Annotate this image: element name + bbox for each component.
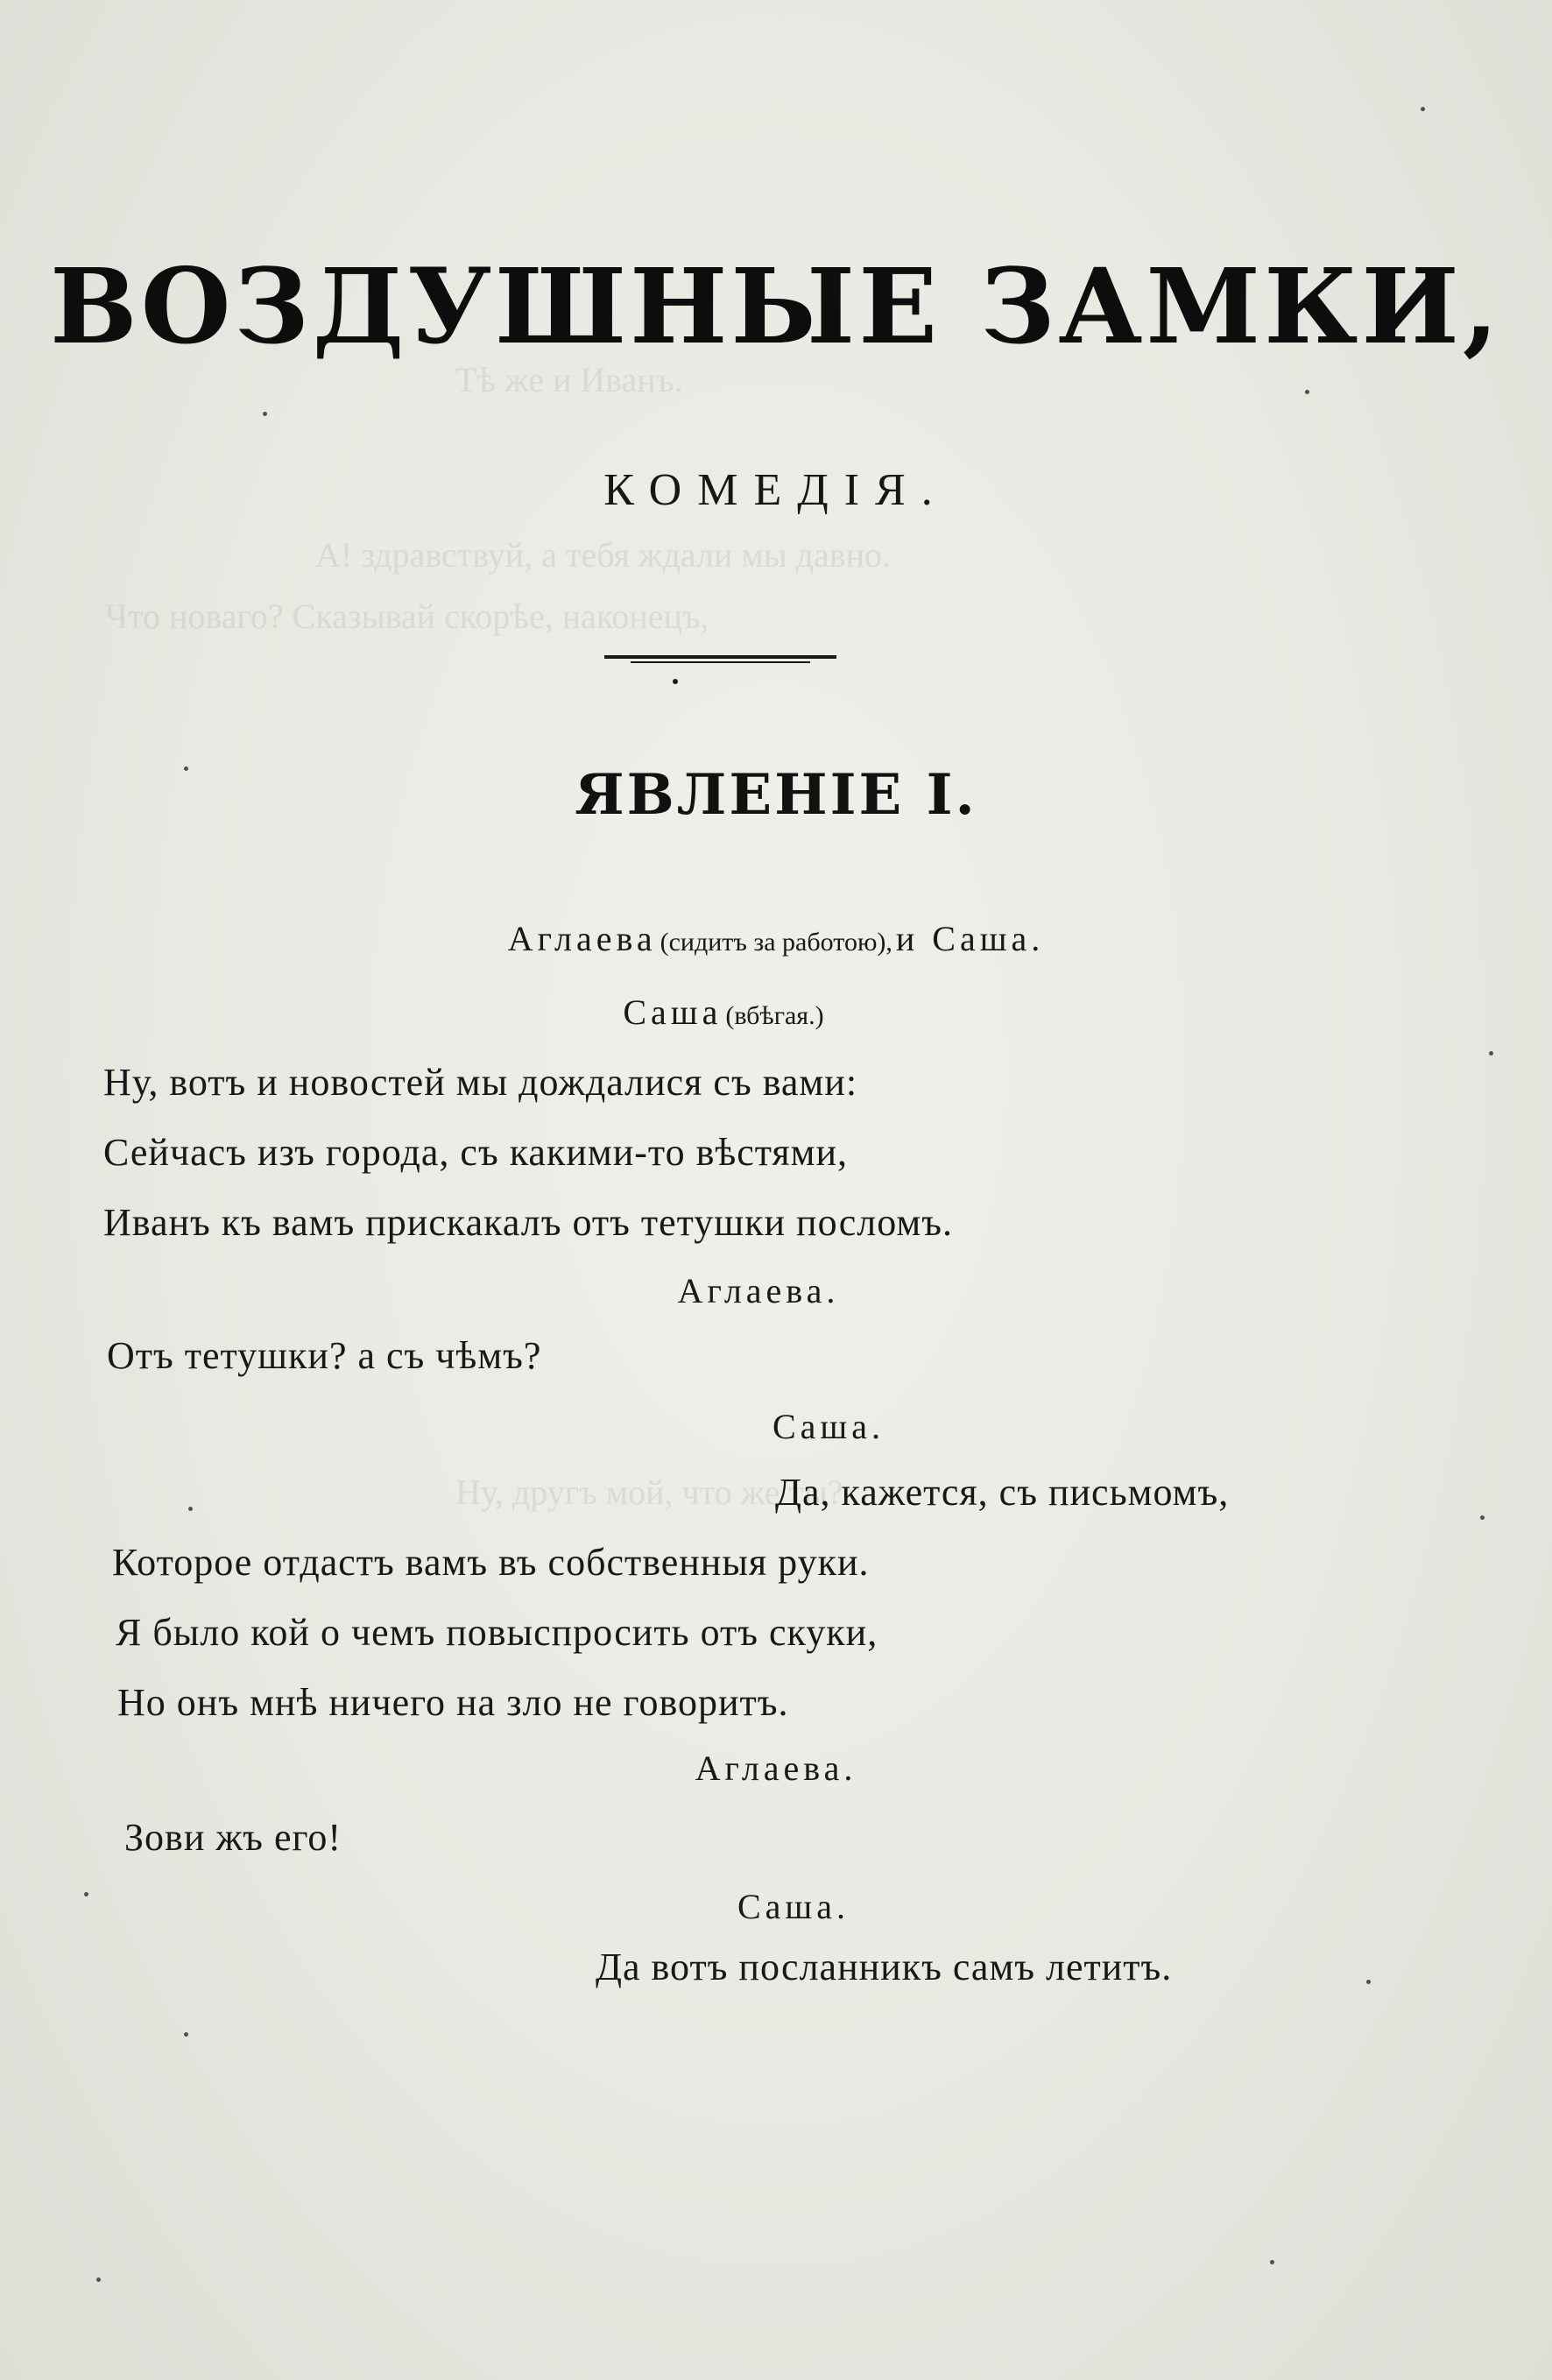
rule-thick bbox=[604, 655, 836, 659]
verse-line: Сейчасъ изъ города, съ какими-то вѣстями, bbox=[103, 1131, 849, 1174]
verse-line: Зови жъ его! bbox=[124, 1816, 342, 1859]
ornament-dot bbox=[673, 679, 678, 684]
stage-direction: (вбѣгая.) bbox=[725, 1001, 824, 1030]
speaker-line bbox=[0, 992, 1499, 1033]
speaker-name: Саша. bbox=[772, 1407, 885, 1446]
bleed-through-line: А! здравствуй, а тебя ждали мы давно. bbox=[315, 535, 891, 575]
verse-line: Ну, вотъ и новостей мы дождалися съ вами: bbox=[103, 1061, 858, 1104]
cast-rest: и Саша. bbox=[895, 919, 1045, 958]
paper-speck bbox=[96, 2278, 101, 2282]
paper-speck bbox=[184, 766, 188, 771]
stage-direction: (сидитъ за работою), bbox=[660, 928, 892, 957]
speaker-name: Саша bbox=[623, 992, 723, 1032]
verse-line: Да, кажется, съ письмомъ, bbox=[775, 1471, 1230, 1514]
paper-speck bbox=[1270, 2260, 1274, 2264]
paper-speck bbox=[1305, 390, 1309, 394]
verse-line: Я было кой о чемъ повыспросить отъ скуки, bbox=[116, 1611, 878, 1654]
verse-line: Отъ тетушки? а съ чѣмъ? bbox=[107, 1334, 542, 1377]
bleed-through-line: Тѣ же и Иванъ. bbox=[455, 360, 683, 399]
verse-line: Да вотъ посланникъ самъ летитъ. bbox=[596, 1946, 1173, 1988]
verse-line: Которое отдастъ вамъ въ собственныя руки. bbox=[112, 1541, 870, 1584]
cast-line bbox=[0, 918, 1552, 959]
paper-speck bbox=[184, 2032, 188, 2037]
bleed-through-line: Ну, другъ мой, что же ты? bbox=[455, 1472, 843, 1512]
paper-speck bbox=[1421, 107, 1425, 111]
cast-name: Аглаева bbox=[507, 919, 657, 958]
paper-speck bbox=[84, 1892, 88, 1896]
decorative-rule bbox=[0, 655, 1552, 682]
paper-speck bbox=[1480, 1515, 1485, 1520]
speaker-name: Аглаева. bbox=[695, 1748, 857, 1788]
scene-heading: ЯВЛЕНІЕ І. bbox=[575, 762, 977, 828]
speaker-name: Аглаева. bbox=[677, 1271, 840, 1310]
verse-line: Иванъ къ вамъ прискакалъ отъ тетушки посломъ. bbox=[103, 1201, 953, 1244]
speaker-name: Саша. bbox=[737, 1887, 850, 1926]
bleed-through-line: Что новаго? Сказывай скорѣе, наконецъ, bbox=[105, 597, 709, 636]
paper-speck bbox=[1489, 1051, 1493, 1056]
paper-speck bbox=[188, 1507, 193, 1511]
play-title: ВОЗДУШНЫЕ ЗАМКИ, bbox=[50, 245, 1502, 367]
rule-thin bbox=[631, 661, 810, 663]
paper-speck bbox=[263, 412, 267, 416]
paper-speck bbox=[1366, 1980, 1371, 1984]
play-genre: КОМЕДІЯ. bbox=[603, 465, 949, 515]
verse-line: Но онъ мнѣ ничего на зло не говоритъ. bbox=[117, 1681, 789, 1724]
